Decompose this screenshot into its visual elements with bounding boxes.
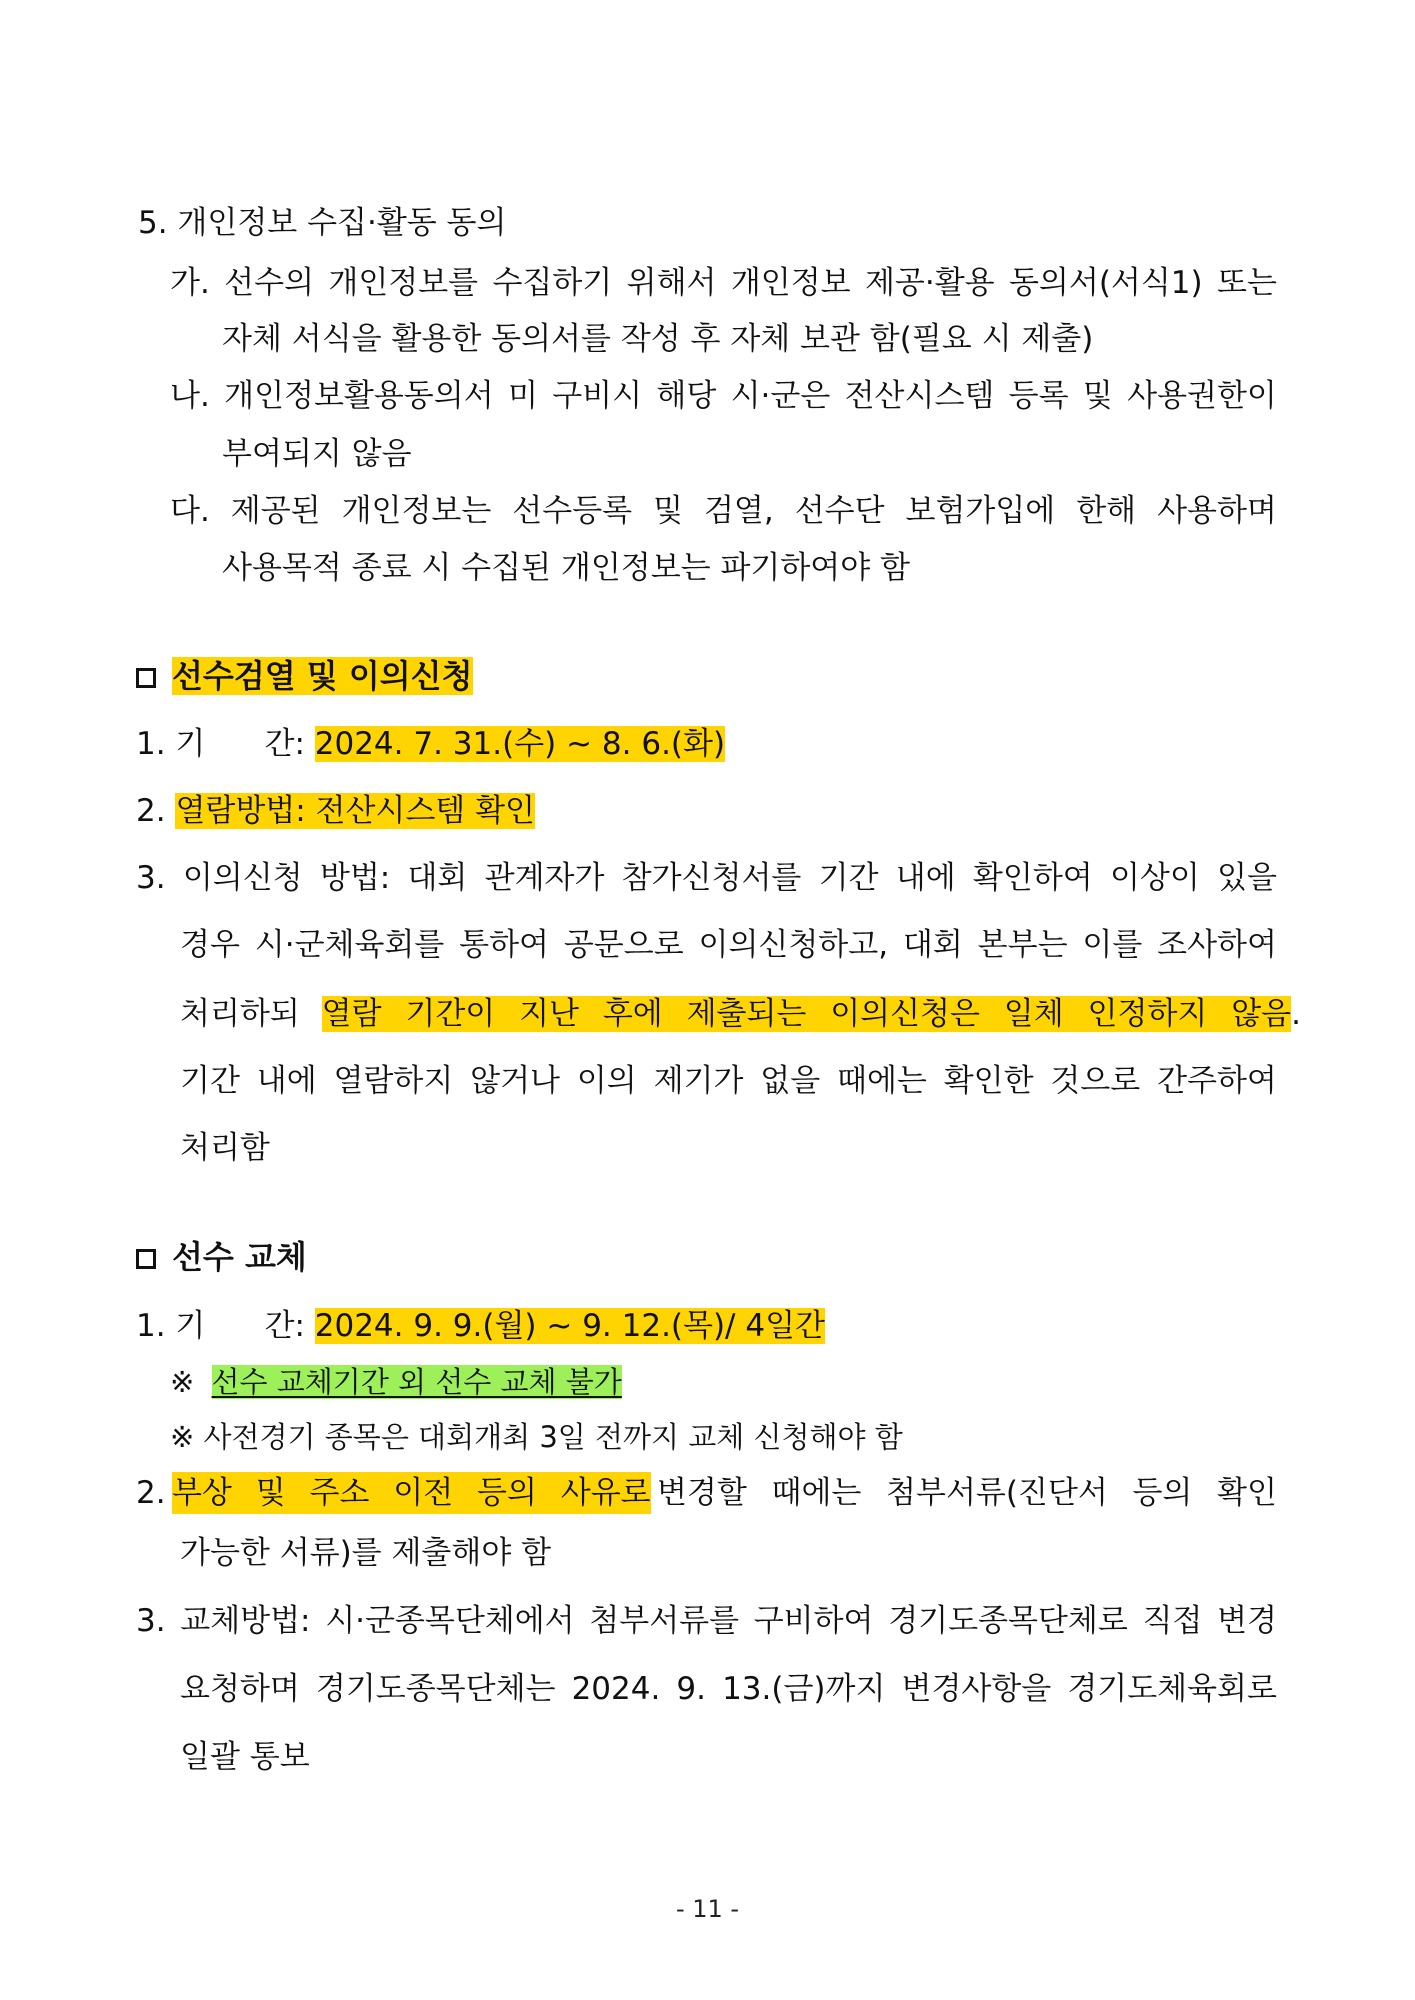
s5-item-da-line2: 사용목적 종료 시 수집된 개인정보는 파기하여야 함 <box>222 550 910 586</box>
s5-item-na-line1 <box>170 375 1277 417</box>
word: 이의신청하고, <box>698 927 889 963</box>
word: 시·군종목단체에서 <box>325 1603 575 1639</box>
word: 경우 <box>180 927 240 963</box>
word: 구비하여 <box>753 1603 874 1639</box>
s5-item-na-line2: 부여되지 않음 <box>222 436 412 472</box>
word: 경기도종목단체는 <box>315 1671 556 1707</box>
inspection-period-value: 2024. 7. 31.(수) ~ 8. 6.(화) <box>314 726 726 762</box>
replacement-heading-text: 선수 교체 <box>172 1238 307 1276</box>
word: 변경할 <box>656 1475 747 1511</box>
replacement-note2: ※ 사전경기 종목은 대회개최 3일 전까지 교체 신청해야 함 <box>170 1420 903 1454</box>
word: 등록 <box>1008 378 1069 414</box>
s5-item-da-line1 <box>170 490 1277 532</box>
word: 이를 <box>1082 927 1143 963</box>
word: 기간 <box>818 860 879 896</box>
section-5-title: 5. 개인정보 수집·활동 동의 <box>138 205 507 241</box>
word: 3. <box>136 1603 166 1639</box>
word: 다. <box>170 493 210 529</box>
word: 개인정보는 <box>341 493 492 529</box>
word: 제공된 <box>230 493 321 529</box>
checkbox-square-icon <box>136 668 156 688</box>
inspection-item2-text: 열람방법: 전산시스템 확인 <box>175 793 535 829</box>
replacement-item3-line2 <box>180 1668 1277 1710</box>
word: 한해 <box>1076 493 1137 529</box>
word: 참가신청서를 <box>621 860 802 896</box>
word: 등의 <box>1132 1475 1193 1511</box>
word: 개인정보를 <box>328 265 479 301</box>
word: 사용권한이 <box>1127 378 1277 414</box>
word: 제기가 <box>653 1063 744 1099</box>
word: 또는 <box>1217 265 1277 301</box>
inspection-item3-line3 <box>180 993 1301 1035</box>
word: 개인정보 <box>730 265 851 301</box>
word: 이의 <box>576 1063 637 1099</box>
inspection-heading <box>136 655 473 697</box>
inspection-deadline-notice: 열람 기간이 지난 후에 제출되는 이의신청은 일체 인정하지 않음 <box>321 996 1292 1032</box>
replacement-item2-rest <box>657 1472 1277 1514</box>
word: 선수의 <box>224 265 315 301</box>
word: 첨부서류(진단서 <box>886 1475 1108 1511</box>
inspection-item3-line2 <box>180 924 1277 966</box>
replacement-item2-line1 <box>136 1472 1277 1514</box>
inspection-item2 <box>136 790 535 832</box>
word: 검열, <box>703 493 774 529</box>
inspection-item1-label: 1. 기 간: <box>136 726 305 762</box>
word: 교체방법: <box>180 1603 311 1639</box>
word: 시·군은 <box>730 378 831 414</box>
inspection-item1 <box>136 723 725 765</box>
word: 간주하여 <box>1157 1063 1277 1099</box>
word: 제공·활용 <box>864 265 995 301</box>
word: 구비시 <box>552 378 643 414</box>
word: 변경사항을 <box>901 1671 1052 1707</box>
word: 대회 <box>407 860 468 896</box>
word: 확인하여 <box>972 860 1093 896</box>
replacement-item2-reason: 부상 및 주소 이전 등의 사유로 <box>172 1472 651 1514</box>
word: 기간 <box>180 1063 240 1099</box>
word: 않거나 <box>470 1063 560 1099</box>
inspection-item3-line3-post: . <box>1291 996 1301 1032</box>
word: 열람하지 <box>333 1063 454 1099</box>
replacement-note1-text: 선수 교체기간 외 선수 교체 불가 <box>211 1365 622 1399</box>
word: 시·군체육회를 <box>254 927 445 963</box>
word: 방법: <box>319 860 391 896</box>
word: 경기도체육회로 <box>1067 1671 1277 1707</box>
word: 통하여 <box>459 927 549 963</box>
replacement-item2-num: 2. <box>136 1475 166 1511</box>
word: 확인 <box>1217 1475 1277 1511</box>
page-number: - 11 - <box>675 1895 740 1923</box>
replacement-item3-line1 <box>136 1600 1277 1642</box>
word: 관계자가 <box>484 860 605 896</box>
word: 선수단 <box>794 493 885 529</box>
note-mark-icon: ※ <box>170 1365 195 1399</box>
word: 9. <box>676 1671 706 1707</box>
word: 이상이 <box>1109 860 1200 896</box>
inspection-heading-text: 선수검열 및 이의신청 <box>172 657 473 695</box>
word: 변경 <box>1217 1603 1277 1639</box>
word: 때에는 <box>837 1063 927 1099</box>
word: 있을 <box>1217 860 1277 896</box>
word: 3. <box>136 860 166 896</box>
s5-item-ga-line1 <box>170 262 1277 304</box>
word: 공문으로 <box>563 927 684 963</box>
word: 첨부서류를 <box>589 1603 740 1639</box>
word: 것으로 <box>1050 1063 1141 1099</box>
word: 사용하며 <box>1157 493 1277 529</box>
word: 전산시스템 <box>844 378 995 414</box>
checkbox-square-icon <box>136 1249 156 1269</box>
word: 개인정보활용동의서 <box>224 378 494 414</box>
word: 내에 <box>895 860 956 896</box>
word: 및 <box>653 493 684 529</box>
word: 13.(금)까지 <box>722 1671 886 1707</box>
word: 선수등록 <box>512 493 633 529</box>
word: 가. <box>170 265 210 301</box>
word: 해당 <box>656 378 717 414</box>
word: 나. <box>170 378 210 414</box>
replacement-item3-line3: 일괄 통보 <box>180 1739 310 1775</box>
word: 동의서(서식1) <box>1008 265 1203 301</box>
word: 확인한 <box>943 1063 1034 1099</box>
replacement-heading <box>136 1236 307 1278</box>
word: 본부는 <box>977 927 1068 963</box>
replacement-item1-label: 1. 기 간: <box>136 1308 305 1344</box>
word: 직접 <box>1142 1603 1203 1639</box>
word: 없을 <box>760 1063 821 1099</box>
word: 조사하여 <box>1157 927 1277 963</box>
word: 위해서 <box>626 265 717 301</box>
word: 이의신청 <box>182 860 303 896</box>
word: 대회 <box>902 927 963 963</box>
word: 수집하기 <box>492 265 613 301</box>
inspection-item3-line4 <box>180 1060 1277 1102</box>
replacement-item1 <box>136 1305 825 1347</box>
replacement-period-value: 2024. 9. 9.(월) ~ 9. 12.(목)/ 4일간 <box>314 1308 825 1344</box>
word: 내에 <box>256 1063 317 1099</box>
inspection-item3-line5: 처리함 <box>180 1130 270 1166</box>
word: 2024. <box>571 1671 661 1707</box>
word: 요청하며 <box>180 1671 300 1707</box>
word: 미 <box>507 378 538 414</box>
inspection-item3-line3-pre: 처리하되 <box>180 996 300 1032</box>
s5-item-ga-line2: 자체 서식을 활용한 동의서를 작성 후 자체 보관 함(필요 시 제출) <box>222 321 1094 357</box>
word: 및 <box>1082 378 1113 414</box>
replacement-item2-line2: 가능한 서류)를 제출해야 함 <box>180 1535 552 1571</box>
inspection-item3-line1 <box>136 857 1277 899</box>
replacement-note1 <box>170 1361 622 1403</box>
word: 경기도종목단체로 <box>888 1603 1128 1639</box>
word: 때에는 <box>771 1475 862 1511</box>
inspection-item2-num: 2. <box>136 793 166 829</box>
word: 보험가입에 <box>905 493 1056 529</box>
